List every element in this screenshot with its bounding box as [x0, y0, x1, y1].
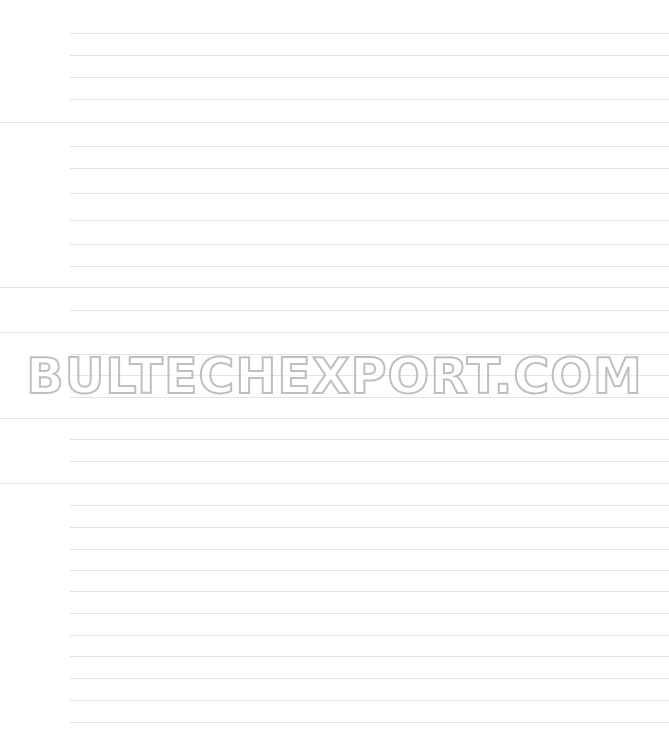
value-cell [566, 379, 644, 391]
value-cell [419, 38, 497, 50]
row-label [76, 150, 236, 162]
group-label [4, 332, 68, 418]
value-cell [419, 81, 497, 93]
row-label [76, 270, 236, 282]
row-divider [70, 613, 669, 614]
row-divider [70, 332, 669, 333]
value-cell [419, 173, 497, 185]
value-cell [566, 201, 644, 213]
value-cell [419, 488, 497, 500]
value-cell [419, 639, 497, 651]
value-cell [275, 661, 353, 673]
value-cell [346, 379, 424, 391]
value-cell [275, 488, 353, 500]
value-cell [419, 337, 497, 349]
row-divider [70, 310, 669, 311]
value-cell [419, 292, 497, 304]
header-model [108, 12, 178, 24]
value-cell [495, 150, 573, 162]
header-col-3 [345, 12, 425, 24]
value-cell [346, 270, 424, 282]
value-cell [419, 510, 497, 522]
value-cell [346, 532, 424, 544]
value-cell [566, 704, 644, 716]
value-cell [275, 402, 353, 414]
value-cell [566, 292, 644, 304]
value-cell [495, 81, 573, 93]
header-col-5 [494, 12, 574, 24]
row-divider [70, 220, 669, 221]
row-divider [70, 375, 669, 376]
value-cell [275, 60, 353, 72]
row-divider [70, 168, 669, 169]
row-label [76, 195, 226, 219]
value-cell [566, 105, 644, 117]
row-divider [70, 77, 669, 78]
value-cell [566, 358, 644, 370]
value-cell [566, 60, 644, 72]
row-divider [70, 700, 669, 701]
row-label [76, 60, 236, 72]
row-divider [70, 99, 669, 100]
value-cell [566, 510, 644, 522]
row-divider [0, 418, 669, 419]
value-cell [419, 60, 497, 72]
value-cell [275, 38, 353, 50]
value-cell [495, 379, 573, 391]
value-cell [275, 466, 353, 478]
value-cell [495, 292, 573, 304]
value-cell [419, 661, 497, 673]
value-cell [275, 596, 353, 608]
value-cell [346, 639, 424, 651]
header-col-4 [418, 12, 498, 24]
value-cell [495, 227, 573, 239]
value-cell [566, 173, 644, 185]
row-divider [70, 570, 669, 571]
value-cell [275, 249, 353, 261]
value-cell [566, 270, 644, 282]
row-label [76, 727, 236, 739]
value-cell [275, 639, 353, 651]
value-cell [346, 422, 424, 434]
watermark: BULTECHEXPORT.COM [26, 348, 643, 405]
row-label [76, 466, 236, 478]
value-cell [419, 129, 497, 141]
value-cell [275, 270, 353, 282]
row-label [76, 315, 236, 327]
row-label [82, 292, 242, 304]
value-cell [495, 704, 573, 716]
value-cell [346, 337, 424, 349]
value-cell [419, 683, 497, 695]
value-cell [566, 466, 644, 478]
row-label [76, 358, 236, 370]
value-cell [275, 704, 353, 716]
row-label [76, 173, 236, 185]
group-label [4, 287, 68, 332]
value-cell [346, 249, 424, 261]
value-cell [495, 661, 573, 673]
value-cell [495, 201, 573, 213]
value-cell [495, 105, 573, 117]
value-cell [346, 201, 424, 213]
value-cell [346, 444, 424, 456]
value-cell [346, 358, 424, 370]
value-cell [419, 249, 497, 261]
value-cell [495, 422, 573, 434]
value-cell [275, 173, 353, 185]
value-cell [419, 704, 497, 716]
value-cell [275, 81, 353, 93]
value-cell [346, 150, 424, 162]
row-divider [70, 722, 669, 723]
merged-value-cell [285, 315, 645, 327]
row-divider [70, 193, 669, 194]
value-cell [419, 227, 497, 239]
value-cell [275, 532, 353, 544]
row-divider [70, 354, 669, 355]
value-cell [346, 402, 424, 414]
value-cell [275, 727, 353, 739]
row-divider [70, 591, 669, 592]
value-cell [495, 270, 573, 282]
value-cell [346, 227, 424, 239]
value-cell [346, 683, 424, 695]
value-cell [495, 596, 573, 608]
merged-row-label [82, 499, 232, 511]
value-cell [346, 105, 424, 117]
value-cell [419, 444, 497, 456]
value-cell [566, 129, 644, 141]
row-divider [70, 527, 669, 528]
row-label [82, 337, 242, 349]
value-cell [275, 574, 353, 586]
value-cell [275, 292, 353, 304]
value-cell [566, 639, 644, 651]
value-cell [495, 727, 573, 739]
header-col-6 [565, 12, 645, 24]
value-cell [566, 574, 644, 586]
value-cell [346, 38, 424, 50]
header-col-2 [274, 12, 354, 24]
row-label [76, 249, 236, 261]
value-cell [566, 488, 644, 500]
value-cell [495, 402, 573, 414]
merged-row-label [82, 553, 232, 565]
row-divider [70, 33, 669, 34]
row-label [80, 422, 240, 434]
value-cell [419, 466, 497, 478]
value-cell [346, 292, 424, 304]
value-cell [419, 532, 497, 544]
row-label [80, 38, 240, 50]
row-label [76, 81, 236, 93]
value-cell [495, 38, 573, 50]
value-cell [495, 574, 573, 586]
value-cell [346, 618, 424, 630]
value-cell [566, 81, 644, 93]
row-divider [70, 146, 669, 147]
group-label [4, 122, 68, 287]
value-cell [566, 727, 644, 739]
value-cell [275, 553, 353, 565]
value-cell [275, 379, 353, 391]
value-cell [566, 402, 644, 414]
value-cell [495, 129, 573, 141]
row-divider [0, 483, 669, 484]
value-cell [419, 358, 497, 370]
value-cell [275, 227, 353, 239]
row-label [76, 402, 236, 414]
value-cell [495, 444, 573, 456]
value-cell [495, 639, 573, 651]
row-label [76, 379, 236, 391]
merged-row-label [82, 672, 232, 684]
value-cell [275, 337, 353, 349]
value-cell [346, 466, 424, 478]
value-cell [495, 510, 573, 522]
row-divider [70, 549, 669, 550]
value-cell [495, 683, 573, 695]
value-cell [566, 337, 644, 349]
row-divider [70, 461, 669, 462]
value-cell [419, 574, 497, 586]
row-divider [70, 266, 669, 267]
value-cell [566, 444, 644, 456]
value-cell [275, 444, 353, 456]
value-cell [566, 249, 644, 261]
value-cell [419, 201, 497, 213]
value-cell [275, 150, 353, 162]
value-cell [419, 596, 497, 608]
value-cell [346, 60, 424, 72]
value-cell [566, 38, 644, 50]
value-cell [495, 532, 573, 544]
value-cell [419, 379, 497, 391]
row-label [76, 704, 236, 716]
value-cell [495, 60, 573, 72]
value-cell [275, 358, 353, 370]
value-cell [346, 488, 424, 500]
value-cell [275, 105, 353, 117]
value-cell [275, 618, 353, 630]
value-cell [275, 422, 353, 434]
value-cell [566, 683, 644, 695]
row-label [76, 227, 236, 239]
value-cell [566, 661, 644, 673]
row-divider [70, 439, 669, 440]
row-divider [70, 397, 669, 398]
value-cell [346, 129, 424, 141]
row-divider [70, 244, 669, 245]
value-cell [566, 227, 644, 239]
value-cell [566, 596, 644, 608]
value-cell [346, 81, 424, 93]
group-label [4, 483, 68, 753]
value-cell [495, 337, 573, 349]
value-cell [566, 618, 644, 630]
value-cell [346, 704, 424, 716]
row-label [80, 129, 240, 141]
group-label [4, 33, 68, 122]
value-cell [346, 574, 424, 586]
row-divider [70, 635, 669, 636]
value-cell [346, 596, 424, 608]
value-cell [275, 683, 353, 695]
value-cell [495, 358, 573, 370]
row-divider [70, 55, 669, 56]
value-cell [495, 466, 573, 478]
value-cell [346, 173, 424, 185]
value-cell [275, 510, 353, 522]
group-label [4, 418, 68, 483]
value-cell [346, 510, 424, 522]
row-label [76, 105, 236, 117]
merged-row-label [82, 618, 232, 630]
value-cell [495, 173, 573, 185]
value-cell [275, 201, 353, 213]
value-cell [419, 402, 497, 414]
value-cell [495, 249, 573, 261]
value-cell [566, 553, 644, 565]
value-cell [495, 553, 573, 565]
value-cell [566, 532, 644, 544]
value-cell [419, 422, 497, 434]
value-cell [419, 553, 497, 565]
value-cell [419, 727, 497, 739]
value-cell [346, 727, 424, 739]
value-cell [346, 553, 424, 565]
value-cell [346, 661, 424, 673]
value-cell [566, 422, 644, 434]
row-divider [70, 656, 669, 657]
value-cell [495, 618, 573, 630]
value-cell [275, 129, 353, 141]
value-cell [495, 488, 573, 500]
value-cell [566, 150, 644, 162]
row-divider [0, 287, 669, 288]
row-divider [0, 122, 669, 123]
value-cell [419, 150, 497, 162]
row-label [76, 444, 236, 456]
value-cell [419, 618, 497, 630]
value-cell [419, 270, 497, 282]
value-cell [419, 105, 497, 117]
